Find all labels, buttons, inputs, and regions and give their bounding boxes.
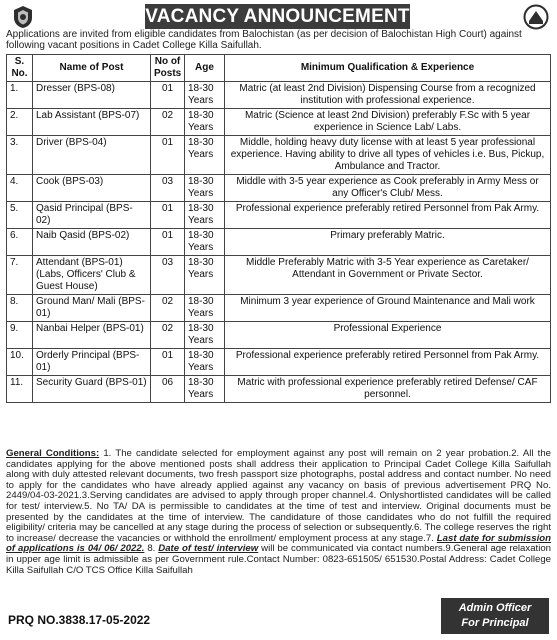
cell-posts: 01 bbox=[151, 229, 185, 256]
cell-post: Driver (BPS-04) bbox=[33, 136, 151, 175]
cell-post: Dresser (BPS-08) bbox=[33, 82, 151, 109]
header-qualification: Minimum Qualification & Experience bbox=[225, 55, 551, 82]
cell-age: 18-30 Years bbox=[185, 256, 225, 295]
table-row bbox=[7, 349, 551, 376]
cell-qualification: Matric (Science at least 2nd Division) preferably F.Sc with 5 year experience in Science Lab/ Labs. bbox=[225, 109, 551, 136]
table-row bbox=[7, 82, 551, 109]
cell-qualification: Middle with 3-5 year experience as Cook preferably in Army Mess or any Officer's Club/ Mess. bbox=[225, 175, 551, 202]
cell-posts: 01 bbox=[151, 202, 185, 229]
cell-qualification: Matric with professional experience preferably retired Defense/ CAF personnel. bbox=[225, 376, 551, 403]
table-row bbox=[7, 136, 551, 175]
page-title: VACANCY ANNOUNCEMENT bbox=[145, 6, 410, 27]
conditions-text: 8. bbox=[147, 543, 156, 555]
conditions-heading: General Conditions: bbox=[6, 448, 100, 459]
cell-posts: 02 bbox=[151, 109, 185, 136]
intro-text: Applications are invited from eligible candidates from Balochistan (as per decision of Balochistan High Court) against following vacant positions in Cadet College Killa Saifullah. bbox=[6, 29, 522, 51]
cell-posts: 02 bbox=[151, 322, 185, 349]
cell-sno: 11. bbox=[7, 376, 33, 403]
general-conditions bbox=[6, 449, 551, 576]
cell-posts: 03 bbox=[151, 175, 185, 202]
cell-qualification: Minimum 3 year experience of Ground Maintenance and Mali work bbox=[225, 295, 551, 322]
prq-number: PRQ NO.3838.17-05-2022 bbox=[8, 613, 151, 627]
cell-age: 18-30 Years bbox=[185, 82, 225, 109]
table-row bbox=[7, 295, 551, 322]
cell-age: 18-30 Years bbox=[185, 295, 225, 322]
table-row bbox=[7, 376, 551, 403]
test-date-notice: Date of test/ interview bbox=[158, 543, 259, 555]
cell-sno: 6. bbox=[7, 229, 33, 256]
conditions-text: will be communicated via contact numbers.9.General age relaxation in upper age limit is admissible as per Government rule.Contact Number: 0823-651505/ 651530.Postal Address: Cadet College Killa Saifullah C/O TCS Office Killa Saifullah bbox=[6, 543, 551, 576]
admin-line-2: For Principal bbox=[461, 617, 529, 629]
cell-posts: 01 bbox=[151, 349, 185, 376]
table-row bbox=[7, 229, 551, 256]
cell-post: Nanbai Helper (BPS-01) bbox=[33, 322, 151, 349]
cell-posts: 02 bbox=[151, 295, 185, 322]
admin-line-1: Admin Officer bbox=[458, 602, 532, 614]
last-date-notice: Last date for submission of applications is 04/ 06/ 2022. bbox=[6, 532, 551, 555]
cell-post: Cook (BPS-03) bbox=[33, 175, 151, 202]
cell-sno: 5. bbox=[7, 202, 33, 229]
cell-age: 18-30 Years bbox=[185, 175, 225, 202]
cell-sno: 9. bbox=[7, 322, 33, 349]
table-row bbox=[7, 256, 551, 295]
cell-sno: 8. bbox=[7, 295, 33, 322]
cell-sno: 7. bbox=[7, 256, 33, 295]
cell-posts: 01 bbox=[151, 136, 185, 175]
header-age: Age bbox=[185, 55, 225, 82]
cell-qualification: Professional Experience bbox=[225, 322, 551, 349]
cell-age: 18-30 Years bbox=[185, 202, 225, 229]
vacancy-table bbox=[6, 54, 551, 403]
cell-age: 18-30 Years bbox=[185, 229, 225, 256]
header-posts: No of Posts bbox=[151, 55, 185, 82]
cell-sno: 3. bbox=[7, 136, 33, 175]
cell-age: 18-30 Years bbox=[185, 136, 225, 175]
cell-qualification: Primary preferably Matric. bbox=[225, 229, 551, 256]
cell-qualification: Middle Preferably Matric with 3-5 Year experience as Caretaker/ Attendant in Government or Private Sector. bbox=[225, 256, 551, 295]
admin-officer-box bbox=[441, 598, 549, 634]
table-row bbox=[7, 175, 551, 202]
government-emblem-icon bbox=[10, 4, 36, 30]
table-row bbox=[7, 322, 551, 349]
cell-post: Ground Man/ Mali (BPS-01) bbox=[33, 295, 151, 322]
cell-posts: 06 bbox=[151, 376, 185, 403]
college-crest-icon bbox=[523, 4, 549, 30]
cell-post: Orderly Principal (BPS-01) bbox=[33, 349, 151, 376]
cell-sno: 2. bbox=[7, 109, 33, 136]
table-header-row bbox=[7, 55, 551, 82]
cell-age: 18-30 Years bbox=[185, 322, 225, 349]
table-row bbox=[7, 109, 551, 136]
cell-posts: 03 bbox=[151, 256, 185, 295]
cell-post: Attendant (BPS-01) (Labs, Officers' Club & Guest House) bbox=[33, 256, 151, 295]
cell-qualification: Professional experience preferably retired Personnel from Pak Army. bbox=[225, 202, 551, 229]
cell-age: 18-30 Years bbox=[185, 109, 225, 136]
cell-posts: 01 bbox=[151, 82, 185, 109]
cell-qualification: Middle, holding heavy duty license with at least 5 year professional experience. Having ability to drive all types of vehicles i.e. Bus, Pickup, Ambulance and Tractor. bbox=[225, 136, 551, 175]
cell-post: Naib Qasid (BPS-02) bbox=[33, 229, 151, 256]
cell-sno: 1. bbox=[7, 82, 33, 109]
cell-sno: 10. bbox=[7, 349, 33, 376]
conditions-text: 1. The candidate selected for employment against any post will remain on 2 year probation.2. All the candidates applying for the above mentioned posts shall address their application to Principal Cadet College Killa Saifullah along with duly attested relevant documents, two fresh passport size photographs, postal address and contact number. No need to apply for the candidates who have already applied against any vacancy on basis of previous advertisement PRQ No. 2449/04-03-2021.3.Serving candidates are advised to apply through proper channel.4. Onlyshortlisted candidates will be called for test/ interview.5. No TA/ DA is permissible to candidates at the time of test and interview. Original documents must be presented by the candidates at the time of interview. The candidature of those candidates who do not fulfill the required eligibility/ criteria may be cancelled at any stage during the process of selection or subsequently.6. The college reserves the right to increase/ decrease the vacancies or withhold the enrollment/ employment process at any stage.7. bbox=[6, 448, 551, 544]
cell-qualification: Matric (at least 2nd Division) Dispensing Course from a recognized institution with professional experience. bbox=[225, 82, 551, 109]
cell-sno: 4. bbox=[7, 175, 33, 202]
cell-age: 18-30 Years bbox=[185, 349, 225, 376]
cell-age: 18-30 Years bbox=[185, 376, 225, 403]
cell-post: Lab Assistant (BPS-07) bbox=[33, 109, 151, 136]
header-post: Name of Post bbox=[33, 55, 151, 82]
table-row bbox=[7, 202, 551, 229]
cell-post: Qasid Principal (BPS-02) bbox=[33, 202, 151, 229]
header-sno: S. No. bbox=[7, 55, 33, 82]
cell-post: Security Guard (BPS-01) bbox=[33, 376, 151, 403]
cell-qualification: Professional experience preferably retired Personnel from Pak Army. bbox=[225, 349, 551, 376]
